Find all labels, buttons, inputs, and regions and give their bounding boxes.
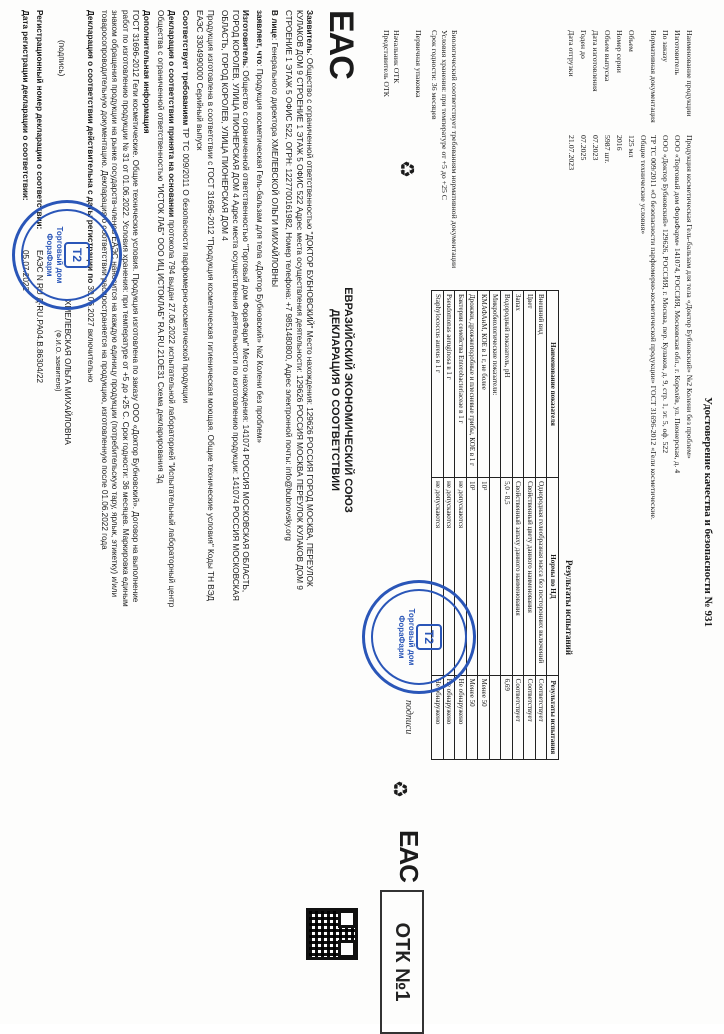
table-row: Запах Свойственный запаху данного наименования Соответствует — [513, 291, 525, 760]
declares-paragraph: заявляет, что: Продукция косметическая Гель-бальзам для тела «Доктор Бубновский» №2 Колени без проблем» — [255, 10, 265, 443]
qc-stamp: ОТК №1 — [380, 890, 424, 1034]
manufacturer-paragraph: Изготовитель: Общество с ограниченной ответственностью "Торговый дом ФораФарм" Место нахождения: 141074 РОССИЯ МОСКОВСКАЯ ОБЛАСТЬ, ГОРОД КОРОЛЕВ, УЛИЦА ПИОНЕРСКАЯ ДОМ 4 Адрес места осуществления деятельности по изготовлению продукции: 141074 РОССИЯ МОСКОВСКАЯ ОБЛАСТЬ, ГОРОД КОРОЛЕВ, УЛИЦА ПИОНЕРСКАЯ ДОМ 4 — [220, 10, 250, 601]
recycle-icon: ♻ — [388, 780, 410, 798]
table-row: КМАФАнМ, КОЕ в 1 г, не более 10³ Менее 50 — [478, 291, 490, 760]
table-row: Pseudomonas aeruginosa в 1 г не допускаются Не обнаружено — [444, 291, 456, 760]
seal-name-line2: ФораФарм — [45, 233, 54, 277]
eac-logo-small: EAC — [394, 830, 424, 882]
registration-number-label: Регистрационный номер декларации о соответствии: — [35, 10, 44, 230]
signer-name: ХМЕЛЕВСКАЯ ОЛЬГА МИХАЙЛОВНА — [63, 300, 72, 445]
detail-row: Наименование продукции Продукция косметическая Гель-бальзам для тела «Доктор Бубновский» №2 Колени без проблем» — [685, 30, 694, 459]
table-row: Водородный показатель, pH 5,0 - 8,5 6,69 — [501, 291, 513, 760]
represented-paragraph: В лице: Генерального директора ХМЕЛЕВСКОЙ ОЛЬГИ МИХАЙЛОВНЫ — [269, 10, 279, 288]
applicant-paragraph: Заявитель: Общество с ограниченной ответственностью "ДОКТОР БУБНОВСКИЙ" Место нахождения: 129626 РОССИЯ ГОРОД МОСКВА, ПЕРЕУЛОК КУЛАКОВ ДОМ 9 СТРОЕНИЕ 1 ЭТАЖ 5 ОФИС 522 Адрес места осуществления деятельности: 129626 РОССИЯ МОСКВА ПЕРЕУЛОК КУЛАКОВ ДОМ 9 СТРОЕНИЕ 1 ЭТАЖ 5 ОФИС 522, ОГРН: 1227700161982, Номер телефона: +7 9851480800, Адрес электронной почты: info@bubnovsky.org — [284, 10, 314, 590]
validity-paragraph: Декларация о соответствии действительна с даты регистрации по 30.06.2027 включительно — [85, 10, 95, 383]
requirements-paragraph: Соответствует требованиям ТР ТС 009/2011 О безопасности парфюмерно-косметической продукции — [180, 10, 190, 404]
column-header: Результаты испытания — [547, 675, 559, 759]
table-row: Цвет Свойственный цвету данного наименования Соответствует — [524, 291, 536, 760]
certificate-details — [564, 30, 694, 530]
certificate-title: Удостоверение качества и безопасности № 931 — [702, 397, 714, 627]
detail-row: Изготовитель ООО «Торговый дом ФораФарм» 141074, РОССИЯ, Московская обл., г. Королёв, ул. Пионерская, д. 4 — [673, 30, 682, 474]
certificate-panel — [362, 0, 724, 1024]
table-row: Микробиологические показатели: — [490, 291, 502, 760]
recycle-icon: ♻ — [395, 160, 417, 178]
signer-name-caption: (Ф.И.О. заявителя) — [54, 330, 61, 392]
column-header: Наименование показателя — [547, 291, 559, 478]
seal-name-line2: ФораФарм — [397, 615, 406, 659]
declaration-header — [328, 120, 354, 680]
storage-conditions: Условия хранения: при температуре от +5 до +25 С — [440, 30, 449, 201]
seal-name-line1: Торговый дом — [407, 608, 416, 666]
company-seal-2 — [362, 580, 476, 694]
qr-code-icon — [306, 908, 358, 960]
column-header: Нормы по НД — [547, 478, 559, 676]
basis-paragraph: Декларация о соответствии принята на основании протокола 794 выдан 27.06.2022 испытательной лабораторией "Испытательный лабораторный центр Общества с ограниченной ответственностью "ИСТОК ЛАБ" ООО ИЦ ИСТОКЛАБ" RA.RU.21ОЕ31 Схема декларирования 3д — [156, 10, 176, 608]
registration-number: ЕАЭС N RU Д-RU.РА04.В.86304/22 — [35, 250, 44, 384]
registration-date: 05.07.2022 — [21, 250, 30, 291]
table-header-row — [547, 291, 559, 760]
declaration-body — [80, 10, 314, 620]
detail-row: Объем 125 мл — [627, 30, 636, 158]
detail-row: Дата отгрузки 21.07.2023 — [567, 30, 576, 171]
certificate-footer — [381, 30, 459, 550]
qc-head-label: Начальник ОТК — [392, 30, 401, 84]
declaration-panel — [0, 0, 362, 1024]
conformity-note: Биологический соответствует требованиям нормативной документации — [450, 30, 459, 269]
packaging-label: Первичная упаковка — [414, 30, 423, 98]
detail-row: Годен до 07.2025 — [579, 30, 588, 161]
detail-row: Нормативная документация ТР ТС 009/2011 «О безопасности парфюмерно-косметической продукции» ГОСТ 31696-2012 «Гели косметические. Общие технические условия» — [639, 30, 658, 520]
table-row: Внешний вид Однородная гелеобразная масса без посторонних включений Соответствует — [536, 291, 548, 760]
shelf-life: Срок годности: 36 месяцев — [430, 30, 439, 120]
table-row: Дрожжи, дрожжеподобные и плесневые грибы, КОЕ в 1 г 10² Менее 50 — [467, 291, 479, 760]
eac-logo: EAC — [322, 10, 360, 79]
signature-caption: (подпись) — [57, 40, 66, 77]
seal-name-line1: Торговый дом — [55, 226, 64, 284]
product-details-paragraph: Продукция изготовлена в соответствии с ГОСТ 31696-2012 "Продукция косметическая гигиеническая моющая. Общие технические условия" Коды ТН ВЭД ЕАЭС 3304990000 Серийный выпуск — [195, 10, 215, 601]
detail-row: Номер серии 2016 — [615, 30, 624, 151]
qc-rep-label: Представитель ОТК — [382, 30, 391, 97]
seal-badge: Т2 — [416, 624, 442, 650]
seal-badge: Т2 — [64, 242, 90, 268]
registration-date-label: Дата регистрации декларации о соответствии: — [21, 10, 30, 201]
union-title: ЕВРАЗИЙСКИЙ ЭКОНОМИЧЕСКИЙ СОЮЗ — [342, 287, 354, 513]
company-seal — [12, 200, 122, 310]
table-row: Staphylococcus aureus в 1 г не допускаются Не обнаружено — [432, 291, 444, 760]
detail-row: По заказу ООО «Доктор Бубновский» 129626, РОССИЯ, г. Москва, пер. Кулаков, д. 9, стр. 1, эт. 5, оф. 522 — [661, 30, 670, 454]
detail-row: Дата изготовления 07.2023 — [591, 30, 600, 161]
packaging-mark: подписи — [403, 700, 414, 735]
additional-info-paragraph: Дополнительная информация ГОСТ 31696-2012 Гели косметические. Общие технические условия. Продукция изготовлена по заказу ООО «Доктор Бубновский». Договор на выполнение работ по изготовлению продукции № 31 от 01.06.2022. Условия хранения: при температуре от +5 до +25 С. Срок годности: 36 месяцев. Маркировка единым знаком обращения продукции на рынке государств-членов ЕАЭС наносится на каждую единицу продукции (потребительскую тару, ярлык, этикетку) и/или товаросопроводительную документацию. Декларация о соответствии распространяется на продукцию, изготовленную после 01.06.2022 года — [100, 10, 151, 607]
declaration-title: ДЕКЛАРАЦИЯ О СООТВЕТСТВИИ — [329, 308, 341, 492]
table-row: Бактерии семейства Enterobacteriaceae в 1 г не допускаются Не обнаружено — [455, 291, 467, 760]
results-title: Результаты испытаний — [564, 560, 574, 656]
detail-row: Объем выпуска 5987 шт. — [603, 30, 612, 164]
